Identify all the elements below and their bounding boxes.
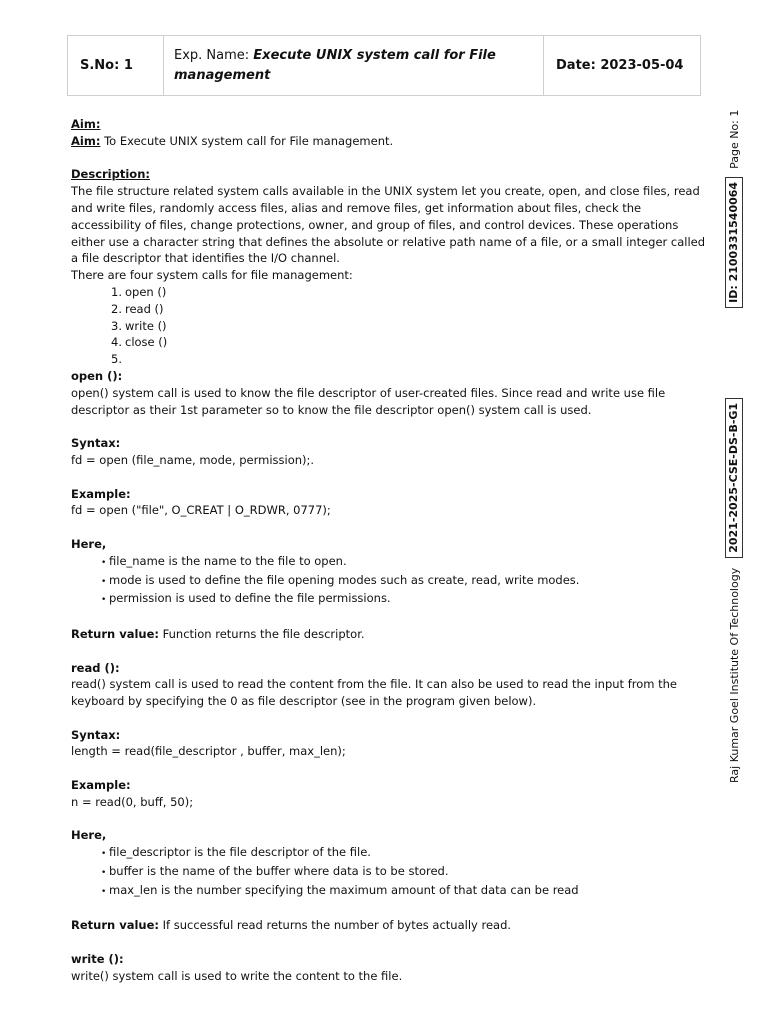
list-item: 3. write ()	[111, 318, 167, 333]
header-table	[67, 35, 701, 96]
description-text: The file structure related system calls available in the UNIX system let you create, open, and close files, read and write files, randomly access files, alias and remove files, get information about files, check the accessibility of files, change protections, owner, and group of files, and control devices. These operations either use a character string that defines the absolute or relative path name of a file, or a small integer called a file descriptor that identifies the I/O channel.	[71, 184, 706, 266]
experiment-title: Execute UNIX system call for File management	[174, 47, 496, 83]
open-example: fd = open ("file", O_CREAT | O_RDWR, 0777);	[71, 503, 331, 518]
open-heading: open ():	[71, 368, 123, 383]
read-return-value: Return value: If successful read returns the number of bytes actually read.	[71, 918, 512, 933]
four-calls-intro: There are four system calls for file management:	[71, 268, 353, 283]
list-item: 2. read ()	[111, 301, 164, 316]
institute-name: Raj Kumar Goel Institute Of Technology	[727, 567, 741, 783]
experiment-name	[164, 36, 544, 95]
aim-heading: Aim:	[71, 117, 101, 131]
open-text: open() system call is used to know the file descriptor of user-created files. Since read and write use file descriptor as their 1st parameter so to know the file descriptor open() system call is used.	[71, 385, 666, 417]
description-heading: Description:	[71, 167, 150, 182]
aim-label: Aim:	[71, 133, 101, 148]
write-text: write() system call is used to write the content to the file.	[71, 968, 403, 983]
list-item: • file_name is the name to the file to open.	[101, 553, 706, 572]
page-number: Page No: 1	[727, 109, 741, 169]
serial-number: S.No: 1	[68, 36, 164, 95]
write-heading: write ():	[71, 952, 124, 967]
list-item: • permission is used to define the file permissions.	[101, 590, 706, 609]
list-item: 4. close ()	[111, 335, 168, 350]
read-parameter-list	[71, 844, 706, 900]
open-parameter-list	[71, 553, 706, 609]
list-item: • file_descriptor is the file descriptor of the file.	[101, 844, 706, 863]
read-here-heading: Here,	[71, 828, 107, 843]
aim-paragraph	[71, 133, 706, 150]
list-item: 5.	[111, 352, 122, 367]
batch-label: 2021-2025-CSE-DS-B-G1	[725, 398, 743, 558]
list-item: • buffer is the name of the buffer where data is to be stored.	[101, 863, 706, 882]
list-item: 1. open ()	[111, 284, 167, 299]
open-syntax-heading: Syntax:	[71, 436, 121, 451]
open-example-heading: Example:	[71, 486, 131, 501]
read-heading: read ():	[71, 660, 120, 675]
read-example-heading: Example:	[71, 778, 131, 793]
experiment-name-label: Exp. Name:	[174, 47, 254, 63]
open-return-value: Return value: Function returns the file descriptor.	[71, 626, 365, 641]
read-text: read() system call is used to read the content from the file. It can also be used to read the input from the keyboard by specifying the 0 as file descriptor (see in the program given below).	[71, 677, 678, 709]
list-item: • mode is used to define the file opening modes such as create, read, write modes.	[101, 572, 706, 591]
aim-text: To Execute UNIX system call for File management.	[100, 133, 394, 148]
read-example: n = read(0, buff, 50);	[71, 794, 194, 809]
read-syntax: length = read(file_descriptor , buffer, max_len);	[71, 744, 346, 759]
system-call-list	[71, 284, 706, 368]
list-item: • max_len is the number specifying the maximum amount of that data can be read	[101, 882, 706, 901]
side-margin-strip	[724, 85, 744, 785]
experiment-date: Date: 2023-05-04	[556, 57, 684, 73]
main-content	[71, 116, 706, 985]
open-syntax: fd = open (file_name, mode, permission);.	[71, 452, 315, 467]
read-syntax-heading: Syntax:	[71, 727, 121, 742]
student-id: ID: 2100331540064	[725, 177, 743, 308]
open-here-heading: Here,	[71, 536, 107, 551]
